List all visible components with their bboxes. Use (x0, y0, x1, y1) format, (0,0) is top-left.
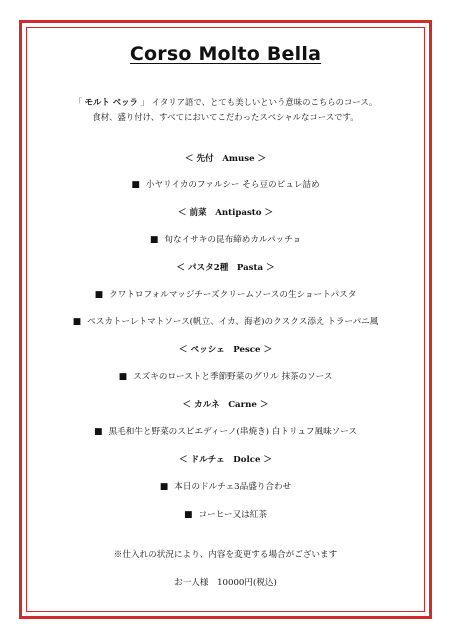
intro-line-1 (26, 95, 425, 110)
intro-line-1-text: イタリア語で、とても美しいという意味のこちらのコース。 (151, 97, 378, 107)
bullet-square-icon: ■ (93, 427, 103, 437)
dish-item: ■ スズキのローストと季節野菜のグリル 抹茶のソース (118, 372, 333, 382)
dish-item: ■ 旬なイサキの昆布締めカルパッチョ (149, 235, 302, 245)
intro-line-2: 食材、盛り付け、すべてにおいてこだわったスペシャルなコースです。 (92, 112, 359, 122)
menu-content (26, 27, 425, 612)
bullet-square-icon: ■ (149, 235, 159, 245)
dish-item: ■ 本日のドルチェ3品盛り合わせ (159, 482, 292, 492)
intro-close-quote: 」 (140, 97, 149, 107)
bullet-square-icon: ■ (184, 510, 193, 520)
section-label-pasta: ＜ パスタ2種 Pasta ＞ (176, 263, 275, 273)
dish-item: ■ コーヒー又は紅茶 (184, 510, 267, 520)
course-intro (26, 95, 425, 125)
bullet-square-icon: ■ (159, 482, 169, 492)
intro-course-name: モルト ベッラ (84, 97, 138, 107)
bullet-square-icon: ■ (94, 290, 104, 300)
section-label-antipasto: ＜ 前菜 Antipasto ＞ (177, 208, 274, 218)
bullet-square-icon: ■ (118, 372, 128, 382)
section-label-dolce: ＜ ドルチェ Dolce ＞ (178, 455, 273, 465)
section-label-pesce: ＜ ペッシェ Pesce ＞ (178, 345, 273, 355)
course-title: Corso Molto Bella (129, 43, 322, 65)
intro-open-quote: 「 (73, 97, 82, 107)
price-line: お一人様 10000円(税込) (174, 578, 277, 588)
dish-item: ■ ペスカトーレトマトソース(帆立、イカ、海老)のクスクス添え トラーパニ風 (72, 317, 379, 327)
dish-item: ■ クワトロフォルマッジチーズクリームソースの生ショートパスタ (94, 290, 357, 300)
section-label-carne: ＜ カルネ Carne ＞ (182, 400, 269, 410)
section-label-amuse: ＜ 先付 Amuse ＞ (184, 154, 267, 164)
bullet-square-icon: ■ (131, 180, 140, 190)
availability-note: ※仕入れの状況により、内容を変更する場合がございます (113, 550, 338, 560)
bullet-square-icon: ■ (72, 317, 82, 327)
dish-item: ■ 黒毛和牛と野菜のスピエディーノ(串焼き) 白トリュフ風味ソース (93, 427, 358, 437)
dish-item: ■ 小ヤリイカのファルシー そら豆のピュレ詰め (131, 180, 320, 190)
